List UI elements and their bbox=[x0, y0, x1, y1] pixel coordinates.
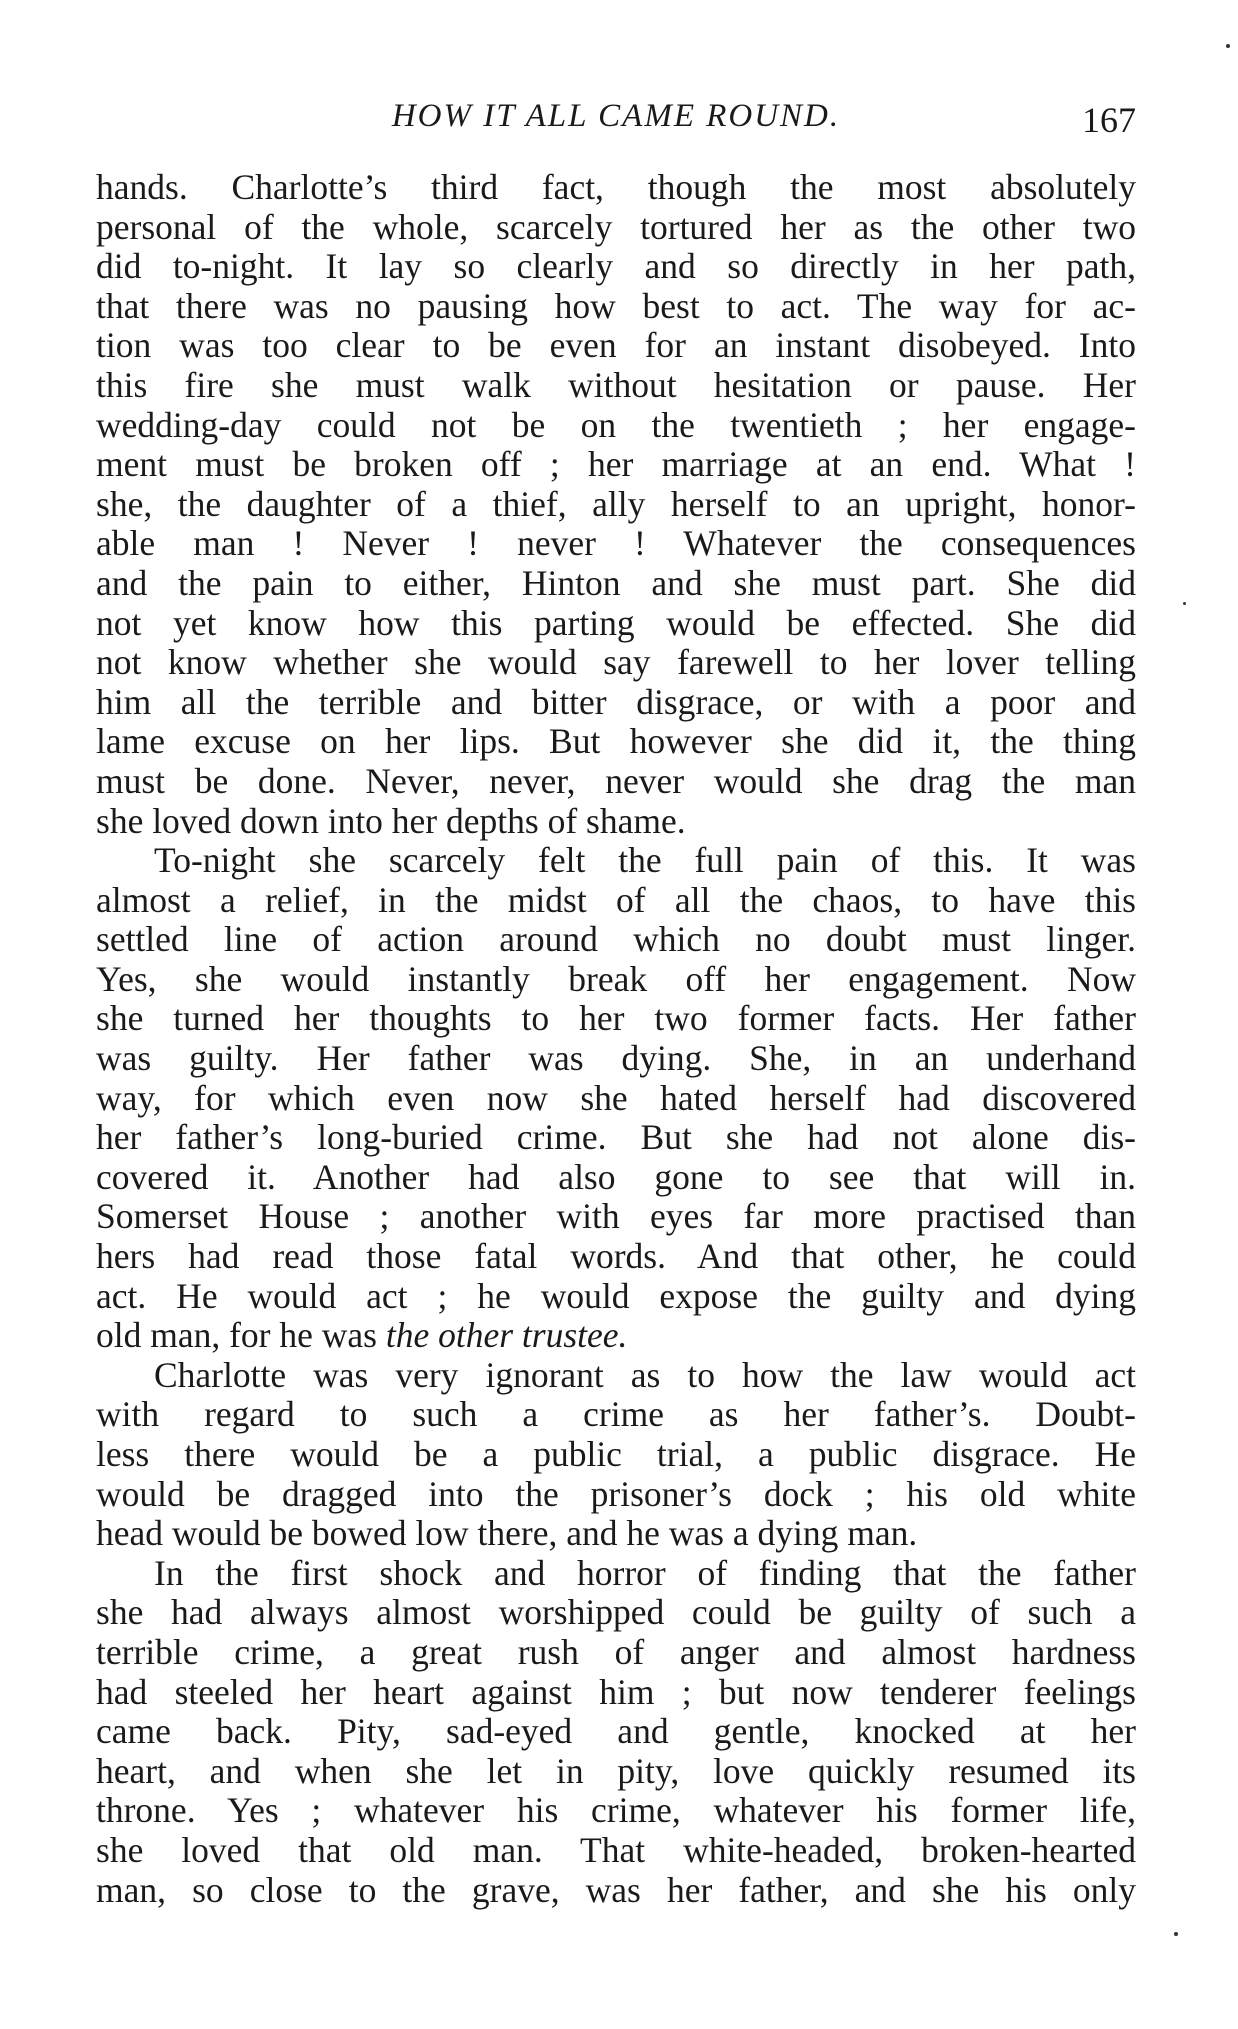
text-line: she turned her thoughts to her two former facts. Her father bbox=[96, 998, 1136, 1039]
text-line: Somerset House ; another with eyes far more practised than bbox=[96, 1196, 1136, 1237]
text-line: head would be bowed low there, and he was a dying man. bbox=[96, 1513, 918, 1554]
text-line: throne. Yes ; whatever his crime, whatever his former life, bbox=[96, 1790, 1136, 1831]
italic-phrase: the other trustee. bbox=[385, 1315, 628, 1356]
text-line: heart, and when she let in pity, love quickly resumed its bbox=[96, 1750, 1136, 1791]
text-line: and the pain to either, Hinton and she must part. She did bbox=[96, 562, 1136, 603]
text-line: terrible crime, a great rush of anger and almost hardness bbox=[96, 1631, 1136, 1672]
text-line: must be done. Never, never, never would she drag the man bbox=[96, 760, 1136, 801]
body-text bbox=[96, 168, 1136, 1910]
text-line: tion was too clear to be even for an instant disobeyed. Into bbox=[96, 325, 1136, 366]
text-line: hands. Charlotte’s third fact, though the most absolutely bbox=[96, 167, 1136, 207]
text-line: settled line of action around which no doubt must linger. bbox=[96, 919, 1136, 960]
scan-speck bbox=[1226, 44, 1230, 48]
text-line: In the first shock and horror of finding that the father bbox=[154, 1552, 1136, 1593]
text-line: almost a relief, in the midst of all the chaos, to have this bbox=[96, 879, 1136, 920]
running-head bbox=[96, 96, 1136, 146]
text-line: did to-night. It lay so clearly and so directly in her path, bbox=[96, 246, 1136, 287]
text-line bbox=[96, 1316, 1136, 1356]
text-line: she loved down into her depths of shame. bbox=[96, 800, 686, 841]
text-line: had steeled her heart against him ; but now tenderer feelings bbox=[96, 1671, 1136, 1712]
scan-speck bbox=[1183, 602, 1186, 605]
running-title: HOW IT ALL CAME ROUND. bbox=[391, 98, 841, 134]
text-line: this fire she must walk without hesitation or pause. Her bbox=[96, 364, 1136, 405]
text-line: came back. Pity, sad-eyed and gentle, knocked at her bbox=[96, 1711, 1136, 1752]
text-line: her father’s long-buried crime. But she had not alone dis- bbox=[96, 1117, 1136, 1158]
paragraph bbox=[96, 841, 1136, 1356]
text-line: lame excuse on her lips. But however she did it, the thing bbox=[96, 721, 1136, 762]
text-run: old man, for he was bbox=[96, 1315, 386, 1356]
text-line: was guilty. Her father was dying. She, in an underhand bbox=[96, 1038, 1136, 1079]
text-line: covered it. Another had also gone to see that will in. bbox=[96, 1156, 1136, 1197]
text-line: less there would be a public trial, a public disgrace. He bbox=[96, 1434, 1136, 1474]
text-line: Yes, she would instantly break off her engagement. Now bbox=[96, 958, 1136, 999]
text-line: that there was no pausing how best to act. The way for ac- bbox=[96, 285, 1136, 326]
text-line: would be dragged into the prisoner’s dock ; his old white bbox=[96, 1473, 1136, 1514]
text-line: To-night she scarcely felt the full pain of this. It was bbox=[154, 840, 1136, 881]
scan-speck bbox=[1174, 1932, 1178, 1936]
text-line: not know whether she would say farewell to her lover telling bbox=[96, 642, 1136, 683]
text-line: wedding-day could not be on the twentieth ; her engage- bbox=[96, 404, 1136, 445]
text-line: with regard to such a crime as her father’s. Doubt- bbox=[96, 1394, 1136, 1435]
text-line: she, the daughter of a thief, ally herself to an upright, honor- bbox=[96, 483, 1136, 524]
text-line: him all the terrible and bitter disgrace, or with a poor and bbox=[96, 681, 1136, 722]
text-line: act. He would act ; he would expose the guilty and dying bbox=[96, 1275, 1136, 1316]
text-line: ment must be broken off ; her marriage at an end. What ! bbox=[96, 444, 1136, 485]
text-line: she loved that old man. That white-headed, broken-hearted bbox=[96, 1829, 1136, 1870]
text-line: she had always almost worshipped could be guilty of such a bbox=[96, 1592, 1136, 1633]
paragraph bbox=[96, 1356, 1136, 1554]
paragraph bbox=[96, 168, 1136, 841]
page-number: 167 bbox=[1082, 100, 1136, 140]
text-line: not yet know how this parting would be effected. She did bbox=[96, 602, 1136, 643]
paragraph bbox=[96, 1554, 1136, 1910]
text-line: way, for which even now she hated herself had discovered bbox=[96, 1077, 1136, 1118]
text-line: able man ! Never ! never ! Whatever the consequences bbox=[96, 523, 1136, 564]
text-line: man, so close to the grave, was her father, and she his only bbox=[96, 1869, 1136, 1910]
text-line: personal of the whole, scarcely tortured her as the other two bbox=[96, 206, 1136, 247]
text-line: hers had read those fatal words. And that other, he could bbox=[96, 1236, 1136, 1277]
text-line: Charlotte was very ignorant as to how the law would act bbox=[154, 1354, 1136, 1395]
